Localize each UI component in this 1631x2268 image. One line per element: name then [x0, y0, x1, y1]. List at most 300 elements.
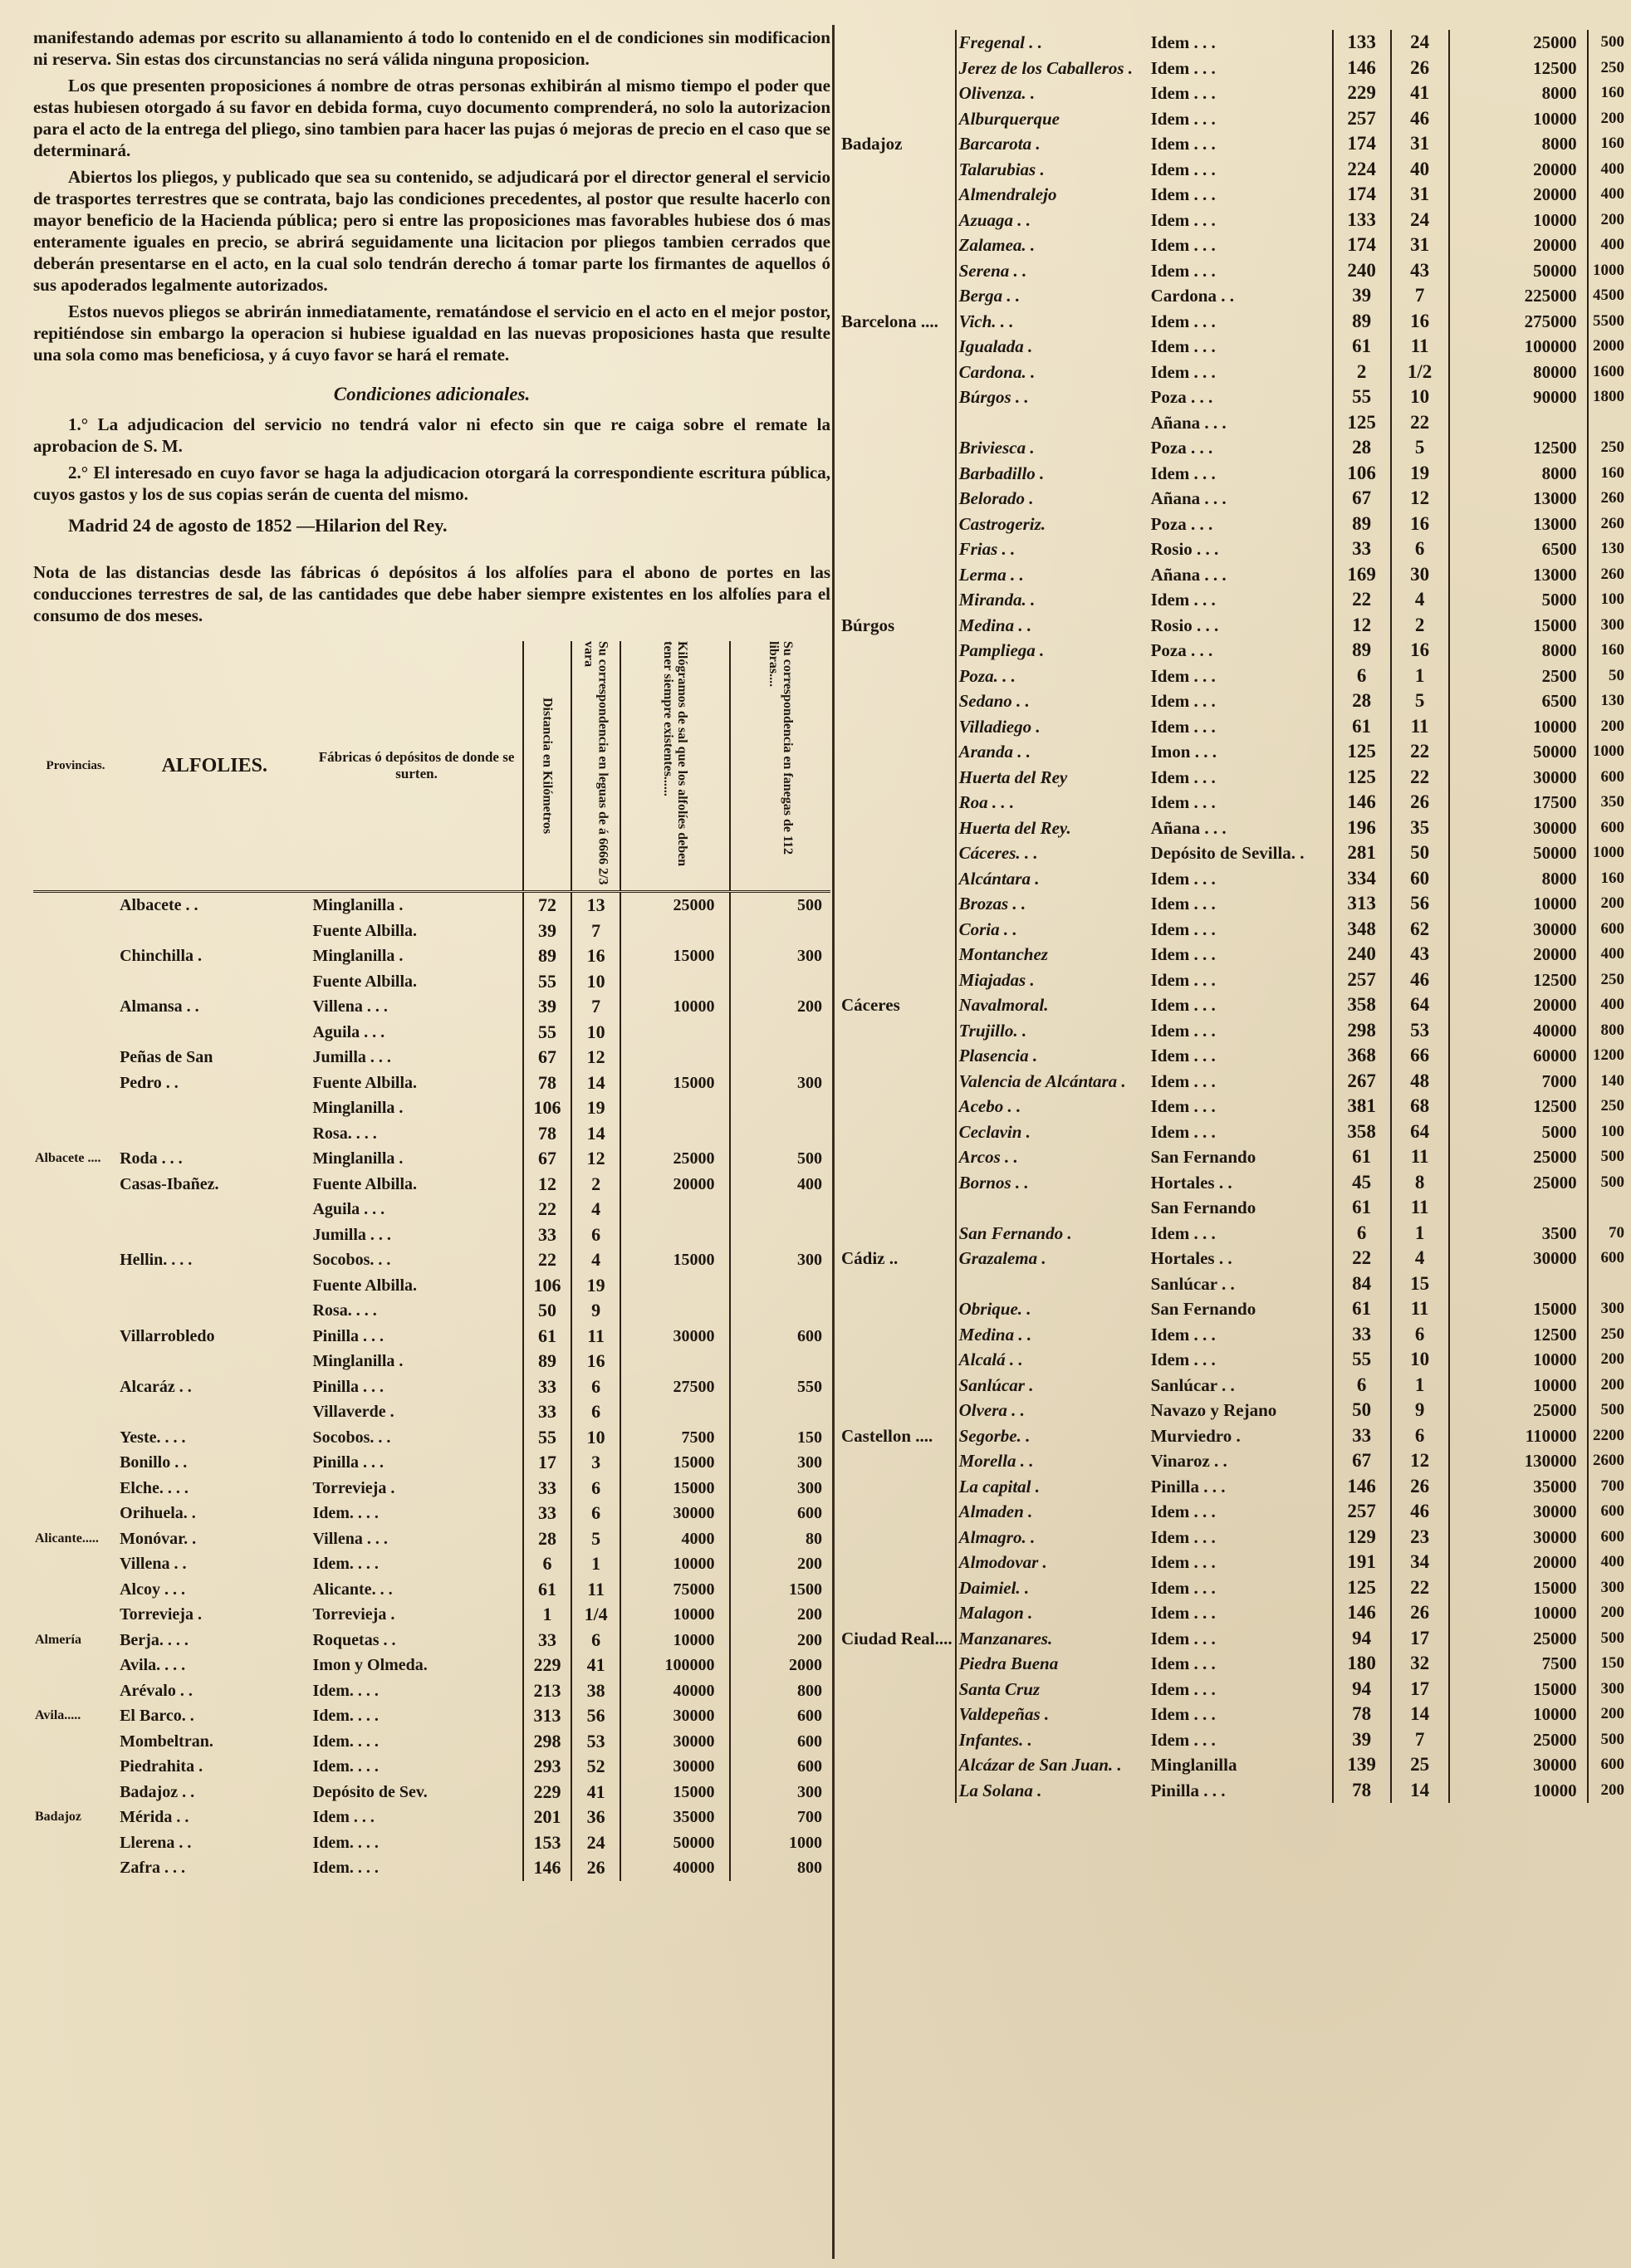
factory-cell: Fuente Albilla. — [311, 918, 522, 944]
kilograms-cell: 4000 — [620, 1526, 730, 1552]
table-row — [839, 233, 1628, 258]
kilograms-cell: 15000 — [1449, 1677, 1588, 1702]
alfoli-cell: Acebo . . — [956, 1094, 1149, 1119]
leagues-cell: 19 — [571, 1273, 620, 1299]
province-cell: Badajoz — [35, 1810, 81, 1825]
kilograms-cell: 20000 — [1449, 182, 1588, 208]
alfoli-cell: Valdepeñas . — [956, 1702, 1149, 1727]
km-cell: 229 — [523, 1653, 572, 1678]
leagues-cell: 46 — [1391, 1499, 1449, 1525]
condition-1: 1.° La adjudicacion del servicio no tendrá valor ni efecto sin que re caiga sobre el remate la aprobacion de S. M. — [33, 414, 830, 456]
km-cell: 240 — [1333, 258, 1391, 284]
alfoli-cell — [118, 1020, 311, 1046]
table-row — [839, 81, 1628, 106]
table-row — [839, 512, 1628, 537]
factory-cell: Idem . . . — [1149, 106, 1333, 132]
km-cell: 313 — [1333, 891, 1391, 917]
kilograms-cell: 2500 — [1449, 664, 1588, 689]
kilograms-cell — [620, 969, 730, 995]
table-row — [33, 943, 830, 969]
province-cell — [839, 435, 956, 461]
leagues-cell: 6 — [571, 1374, 620, 1400]
alfoli-cell: Villarrobledo — [120, 1326, 215, 1345]
province-cell — [33, 1602, 118, 1628]
fanegas-cell: 200 — [1600, 717, 1624, 735]
factory-cell: Fuente Albilla. — [311, 1273, 522, 1299]
leagues-cell: 11 — [571, 1324, 620, 1350]
province-cell — [839, 1550, 956, 1575]
alfoli-cell: Piedrahita . — [120, 1757, 203, 1776]
alfoli-cell: Lerma . . — [956, 562, 1149, 588]
kilograms-cell: 30000 — [620, 1729, 730, 1755]
leagues-cell: 17 — [1391, 1626, 1449, 1652]
fanegas-cell: 200 — [1600, 894, 1624, 913]
alfoli-cell: Frias . . — [956, 536, 1149, 562]
leagues-cell: 10 — [1391, 1347, 1449, 1373]
kilograms-cell: 15000 — [620, 943, 730, 969]
leagues-cell: 19 — [1391, 461, 1449, 487]
kilograms-cell: 13000 — [1449, 562, 1588, 588]
factory-cell: Idem . . . — [1149, 1575, 1333, 1601]
kilograms-cell: 15000 — [620, 1247, 730, 1273]
kilograms-cell: 15000 — [620, 1070, 730, 1096]
km-cell: 55 — [1333, 385, 1391, 410]
fanegas-cell: 400 — [797, 1174, 822, 1193]
fanegas-cell — [730, 1222, 830, 1248]
kilograms-cell: 15000 — [620, 1476, 730, 1501]
km-cell: 33 — [1333, 536, 1391, 562]
table-row — [33, 1172, 830, 1198]
km-cell: 368 — [1333, 1043, 1391, 1069]
fanegas-cell: 160 — [1600, 641, 1624, 659]
fanegas-cell: 250 — [1600, 58, 1624, 76]
fanegas-cell: 300 — [1600, 1578, 1624, 1596]
factory-cell: Pinilla . . . — [1149, 1474, 1333, 1500]
kilograms-cell: 6500 — [1449, 536, 1588, 562]
fanegas-cell: 250 — [1600, 438, 1624, 457]
province-cell — [839, 360, 956, 385]
alfoli-cell: Almendralejo — [956, 182, 1149, 208]
leagues-cell: 26 — [1391, 1474, 1449, 1500]
kilograms-cell: 7000 — [1449, 1069, 1588, 1095]
fanegas-cell: 500 — [1600, 1401, 1624, 1419]
table-row — [839, 1246, 1628, 1271]
km-cell: 33 — [523, 1476, 572, 1501]
alfoli-cell — [956, 1195, 1149, 1221]
alfoli-cell: Pedro . . — [120, 1073, 179, 1092]
fanegas-cell: 100 — [1600, 590, 1624, 609]
km-cell: 146 — [1333, 1600, 1391, 1626]
alfoli-cell — [118, 1197, 311, 1222]
kilograms-cell: 30000 — [620, 1754, 730, 1780]
km-cell: 174 — [1333, 131, 1391, 157]
alfoli-cell: Infantes. . — [956, 1727, 1149, 1753]
km-cell: 106 — [1333, 461, 1391, 487]
kilograms-cell: 12500 — [1449, 435, 1588, 461]
factory-cell: Añana . . . — [1149, 410, 1333, 436]
fanegas-cell: 140 — [1600, 1071, 1624, 1090]
factory-cell: Idem . . . — [1149, 1626, 1333, 1652]
kilograms-cell — [620, 1095, 730, 1121]
province-cell — [839, 334, 956, 360]
kilograms-cell: 15000 — [620, 1780, 730, 1805]
table-row — [33, 994, 830, 1020]
fanegas-cell: 500 — [1600, 1173, 1624, 1191]
factory-cell: Depósito de Sev. — [311, 1780, 522, 1805]
factory-cell: Aguila . . . — [311, 1197, 522, 1222]
fanegas-cell: 700 — [1600, 1477, 1624, 1495]
leagues-cell: 53 — [571, 1729, 620, 1755]
alfoli-cell: Cardona. . — [956, 360, 1149, 385]
km-cell: 61 — [523, 1324, 572, 1350]
kilograms-cell: 15000 — [620, 1450, 730, 1476]
fanegas-cell: 600 — [1600, 1756, 1624, 1774]
alfoli-cell: Medina . . — [956, 613, 1149, 639]
factory-cell: Idem . . . — [1149, 309, 1333, 335]
leagues-cell: 26 — [1391, 1600, 1449, 1626]
factory-cell: Idem. . . . — [311, 1729, 522, 1755]
km-cell: 6 — [523, 1551, 572, 1577]
alfoli-cell: Segorbe. . — [956, 1423, 1149, 1449]
alfoli-cell — [118, 969, 311, 995]
province-cell — [839, 765, 956, 791]
kilograms-cell: 80000 — [1449, 360, 1588, 385]
fanegas-cell — [1588, 1271, 1628, 1297]
fanegas-cell: 2200 — [1593, 1426, 1624, 1444]
factory-cell: Pinilla . . . — [311, 1450, 522, 1476]
km-cell: 267 — [1333, 1069, 1391, 1095]
header-factories: Fábricas ó depósitos de donde se surten. — [311, 641, 522, 892]
table-row — [33, 1045, 830, 1070]
alfoli-cell: Sanlúcar . — [956, 1373, 1149, 1399]
table-row — [839, 1727, 1628, 1753]
fanegas-cell: 500 — [1600, 33, 1624, 51]
leagues-cell: 2 — [1391, 613, 1449, 639]
fanegas-cell: 600 — [797, 1504, 822, 1523]
table-header-row — [33, 641, 830, 892]
kilograms-cell: 13000 — [1449, 512, 1588, 537]
table-row — [33, 1070, 830, 1096]
province-cell — [839, 714, 956, 740]
fanegas-cell: 200 — [1600, 1350, 1624, 1369]
kilograms-cell — [620, 1197, 730, 1222]
alfoli-cell — [118, 1298, 311, 1324]
fanegas-cell: 300 — [1600, 1300, 1624, 1318]
province-cell — [839, 182, 956, 208]
table-row — [33, 918, 830, 944]
leagues-cell: 24 — [1391, 208, 1449, 233]
table-row — [839, 435, 1628, 461]
province-cell — [839, 1727, 956, 1753]
factory-cell: Minglanilla . — [311, 1146, 522, 1172]
fanegas-cell: 500 — [1600, 1148, 1624, 1166]
leagues-cell: 16 — [1391, 309, 1449, 335]
province-cell: Albacete .... — [35, 1151, 101, 1166]
km-cell: 12 — [523, 1172, 572, 1198]
province-cell — [839, 233, 956, 258]
leagues-cell: 6 — [1391, 536, 1449, 562]
leagues-cell: 66 — [1391, 1043, 1449, 1069]
factory-cell: Poza . . . — [1149, 512, 1333, 537]
province-cell — [839, 1373, 956, 1399]
province-cell — [839, 81, 956, 106]
km-cell: 22 — [1333, 587, 1391, 613]
province-cell — [839, 790, 956, 816]
alfoli-cell: Poza. . . — [956, 664, 1149, 689]
table-row — [33, 1273, 830, 1299]
kilograms-cell — [620, 1399, 730, 1425]
leagues-cell: 7 — [1391, 283, 1449, 309]
province-cell — [33, 1551, 118, 1577]
fanegas-cell: 200 — [1600, 1375, 1624, 1394]
factory-cell: Minglanilla . — [311, 1095, 522, 1121]
table-row — [839, 1651, 1628, 1677]
km-cell: 45 — [1333, 1170, 1391, 1196]
kilograms-cell: 25000 — [620, 1146, 730, 1172]
leagues-cell: 31 — [1391, 182, 1449, 208]
fanegas-cell: 2000 — [1593, 337, 1624, 355]
km-cell: 196 — [1333, 816, 1391, 841]
factory-cell: Idem . . . — [1149, 1347, 1333, 1373]
km-cell: 381 — [1333, 1094, 1391, 1119]
factory-cell: Idem . . . — [1149, 1094, 1333, 1119]
table-row — [839, 1322, 1628, 1348]
leagues-cell: 6 — [1391, 1423, 1449, 1449]
alfoli-cell — [118, 1095, 311, 1121]
fanegas-cell: 400 — [1600, 945, 1624, 963]
kilograms-cell: 10000 — [620, 1602, 730, 1628]
fanegas-cell: 600 — [1600, 767, 1624, 786]
table-row — [33, 1476, 830, 1501]
km-cell: 257 — [1333, 106, 1391, 132]
km-cell: 139 — [1333, 1752, 1391, 1778]
factory-cell: Idem. . . . — [311, 1551, 522, 1577]
km-cell: 133 — [1333, 208, 1391, 233]
leagues-cell: 56 — [571, 1703, 620, 1729]
leagues-cell: 11 — [1391, 1195, 1449, 1221]
leagues-cell: 10 — [571, 1425, 620, 1451]
factory-cell: Pinilla . . . — [1149, 1778, 1333, 1804]
alfoli-cell: Medina . . — [956, 1322, 1149, 1348]
km-cell: 201 — [523, 1805, 572, 1830]
kilograms-cell: 8000 — [1449, 131, 1588, 157]
alfoli-cell: Alcaráz . . — [120, 1377, 192, 1396]
leagues-cell: 12 — [1391, 1448, 1449, 1474]
fanegas-cell: 400 — [1600, 1553, 1624, 1571]
fanegas-cell: 200 — [797, 1605, 822, 1624]
alfoli-cell: Huerta del Rey — [956, 765, 1149, 791]
alfoli-cell: Alcoy . . . — [120, 1580, 185, 1599]
table-row — [839, 1271, 1628, 1297]
alfoli-cell: Serena . . — [956, 258, 1149, 284]
province-cell — [33, 994, 118, 1020]
table-row — [33, 1247, 830, 1273]
leagues-cell: 1/2 — [1391, 360, 1449, 385]
leagues-cell: 3 — [571, 1450, 620, 1476]
km-cell: 298 — [523, 1729, 572, 1755]
table-row — [839, 258, 1628, 284]
header-fanegas: Su correspondencia en fanegas de 112 libras.... — [730, 641, 830, 892]
leagues-cell: 46 — [1391, 967, 1449, 993]
kilograms-cell: 27500 — [620, 1374, 730, 1400]
factory-cell: Idem. . . . — [311, 1678, 522, 1704]
table-row — [839, 1373, 1628, 1399]
kilograms-cell: 20000 — [620, 1172, 730, 1198]
fanegas-cell — [730, 1399, 830, 1425]
alfoli-cell: Almagro. . — [956, 1525, 1149, 1550]
table-row — [839, 992, 1628, 1018]
province-cell — [33, 1425, 118, 1451]
paragraph-4: Estos nuevos pliegos se abrirán inmediatamente, rematándose el servicio en el acto en el mejor postor, repitiéndose sin embargo la operacion si hubiese igualdad en las nuevas proposiciones hasta que resulte una sola como mas beneficiosa, y á cuyo favor se hará el remate. — [33, 301, 830, 365]
table-row — [839, 309, 1628, 335]
km-cell: 89 — [523, 943, 572, 969]
factory-cell: Idem . . . — [1149, 233, 1333, 258]
table-row — [839, 106, 1628, 132]
fanegas-cell: 150 — [797, 1428, 822, 1447]
km-cell: 67 — [523, 1045, 572, 1070]
alfoli-cell: Igualada . — [956, 334, 1149, 360]
table-row — [839, 967, 1628, 993]
kilograms-cell: 50000 — [620, 1830, 730, 1856]
province-cell — [839, 866, 956, 892]
leagues-cell: 31 — [1391, 233, 1449, 258]
alfoli-cell: Yeste. . . . — [120, 1428, 186, 1447]
leagues-cell: 41 — [1391, 81, 1449, 106]
leagues-cell: 16 — [1391, 512, 1449, 537]
province-cell — [839, 1702, 956, 1727]
province-cell — [839, 1018, 956, 1044]
province-cell — [33, 1476, 118, 1501]
kilograms-cell: 10000 — [1449, 208, 1588, 233]
alfoli-cell: Almansa . . — [120, 997, 199, 1016]
alfoli-cell: Fregenal . . — [956, 30, 1149, 56]
km-cell: 89 — [1333, 512, 1391, 537]
km-cell: 67 — [523, 1146, 572, 1172]
factory-cell: Idem . . . — [1149, 1018, 1333, 1044]
fanegas-cell: 160 — [1600, 135, 1624, 153]
kilograms-cell: 15000 — [1449, 613, 1588, 639]
alfoli-cell: Plasencia . — [956, 1043, 1149, 1069]
kilograms-cell: 25000 — [620, 892, 730, 918]
kilograms-cell: 10000 — [1449, 1600, 1588, 1626]
fanegas-cell: 130 — [1600, 540, 1624, 558]
table-row — [33, 1146, 830, 1172]
fanegas-cell: 800 — [797, 1859, 822, 1878]
leagues-cell: 22 — [1391, 765, 1449, 791]
factory-cell: Idem . . . — [1149, 1702, 1333, 1727]
kilograms-cell: 5000 — [1449, 1119, 1588, 1145]
alfoli-cell: Azuaga . . — [956, 208, 1149, 233]
km-cell: 61 — [1333, 1195, 1391, 1221]
kilograms-cell: 10000 — [1449, 1778, 1588, 1804]
kilograms-cell — [620, 1273, 730, 1299]
factory-cell: Hortales . . — [1149, 1170, 1333, 1196]
table-row — [33, 1020, 830, 1046]
kilograms-cell: 30000 — [1449, 1499, 1588, 1525]
alfoli-cell: Trujillo. . — [956, 1018, 1149, 1044]
province-cell — [33, 1273, 118, 1299]
kilograms-cell: 30000 — [620, 1324, 730, 1350]
province-cell — [839, 157, 956, 183]
table-row — [839, 1144, 1628, 1170]
province-cell — [33, 1222, 118, 1248]
kilograms-cell: 30000 — [1449, 1246, 1588, 1271]
kilograms-cell: 8000 — [1449, 81, 1588, 106]
alfoli-cell — [118, 918, 311, 944]
factory-cell: Minglanilla . — [311, 892, 522, 918]
factory-cell: San Fernando — [1149, 1144, 1333, 1170]
km-cell: 33 — [1333, 1322, 1391, 1348]
factory-cell: San Fernando — [1149, 1296, 1333, 1322]
province-cell — [839, 664, 956, 689]
leagues-cell: 64 — [1391, 992, 1449, 1018]
table-row — [839, 714, 1628, 740]
leagues-cell: 4 — [1391, 587, 1449, 613]
alfoli-cell: Elche. . . . — [120, 1478, 189, 1497]
fanegas-cell: 1000 — [1593, 261, 1624, 279]
kilograms-cell: 40000 — [620, 1678, 730, 1704]
km-cell: 84 — [1333, 1271, 1391, 1297]
table-row — [839, 1752, 1628, 1778]
factory-cell: Idem . . . — [1149, 1069, 1333, 1095]
table-row — [33, 1628, 830, 1653]
factory-cell: Idem . . . — [1149, 866, 1333, 892]
alfoli-cell: Villena . . — [120, 1555, 187, 1574]
province-cell — [33, 1754, 118, 1780]
leagues-cell: 60 — [1391, 866, 1449, 892]
factory-cell: Navazo y Rejano — [1149, 1398, 1333, 1423]
alfoli-cell: Torrevieja . — [120, 1605, 202, 1624]
leagues-cell: 5 — [571, 1526, 620, 1552]
kilograms-cell: 5000 — [1449, 587, 1588, 613]
factory-cell: Idem . . . — [1149, 1727, 1333, 1753]
leagues-cell: 12 — [1391, 486, 1449, 512]
km-cell: 348 — [1333, 917, 1391, 943]
factory-cell: Idem . . . — [1149, 942, 1333, 967]
kilograms-cell: 130000 — [1449, 1448, 1588, 1474]
factory-cell: Imon y Olmeda. — [311, 1653, 522, 1678]
fanegas-cell: 600 — [797, 1326, 822, 1345]
alfoli-cell: Miranda. . — [956, 587, 1149, 613]
leagues-cell: 4 — [1391, 1246, 1449, 1271]
alfoli-cell: Ceclavin . — [956, 1119, 1149, 1145]
km-cell: 293 — [523, 1754, 572, 1780]
province-cell — [839, 1069, 956, 1095]
leagues-cell: 14 — [571, 1121, 620, 1147]
alfoli-cell: Barcarota . — [956, 131, 1149, 157]
km-cell: 146 — [1333, 790, 1391, 816]
table-row — [33, 1399, 830, 1425]
fanegas-cell: 300 — [797, 1251, 822, 1270]
leagues-cell: 56 — [1391, 891, 1449, 917]
alfoli-cell: Almodovar . — [956, 1550, 1149, 1575]
fanegas-cell — [1588, 410, 1628, 436]
table-row — [839, 664, 1628, 689]
km-cell: 125 — [1333, 410, 1391, 436]
kilograms-cell: 110000 — [1449, 1423, 1588, 1449]
table-row — [839, 1043, 1628, 1069]
province-cell — [839, 1474, 956, 1500]
province-cell — [839, 587, 956, 613]
factory-cell: Idem . . . — [1149, 917, 1333, 943]
leagues-cell: 1 — [571, 1551, 620, 1577]
alfoli-cell: Castrogeriz. — [956, 512, 1149, 537]
kilograms-cell — [1449, 410, 1588, 436]
fanegas-cell: 70 — [1609, 1223, 1624, 1242]
kilograms-cell: 8000 — [1449, 638, 1588, 664]
alfoli-cell: Montanchez — [956, 942, 1149, 967]
leagues-cell: 9 — [1391, 1398, 1449, 1423]
